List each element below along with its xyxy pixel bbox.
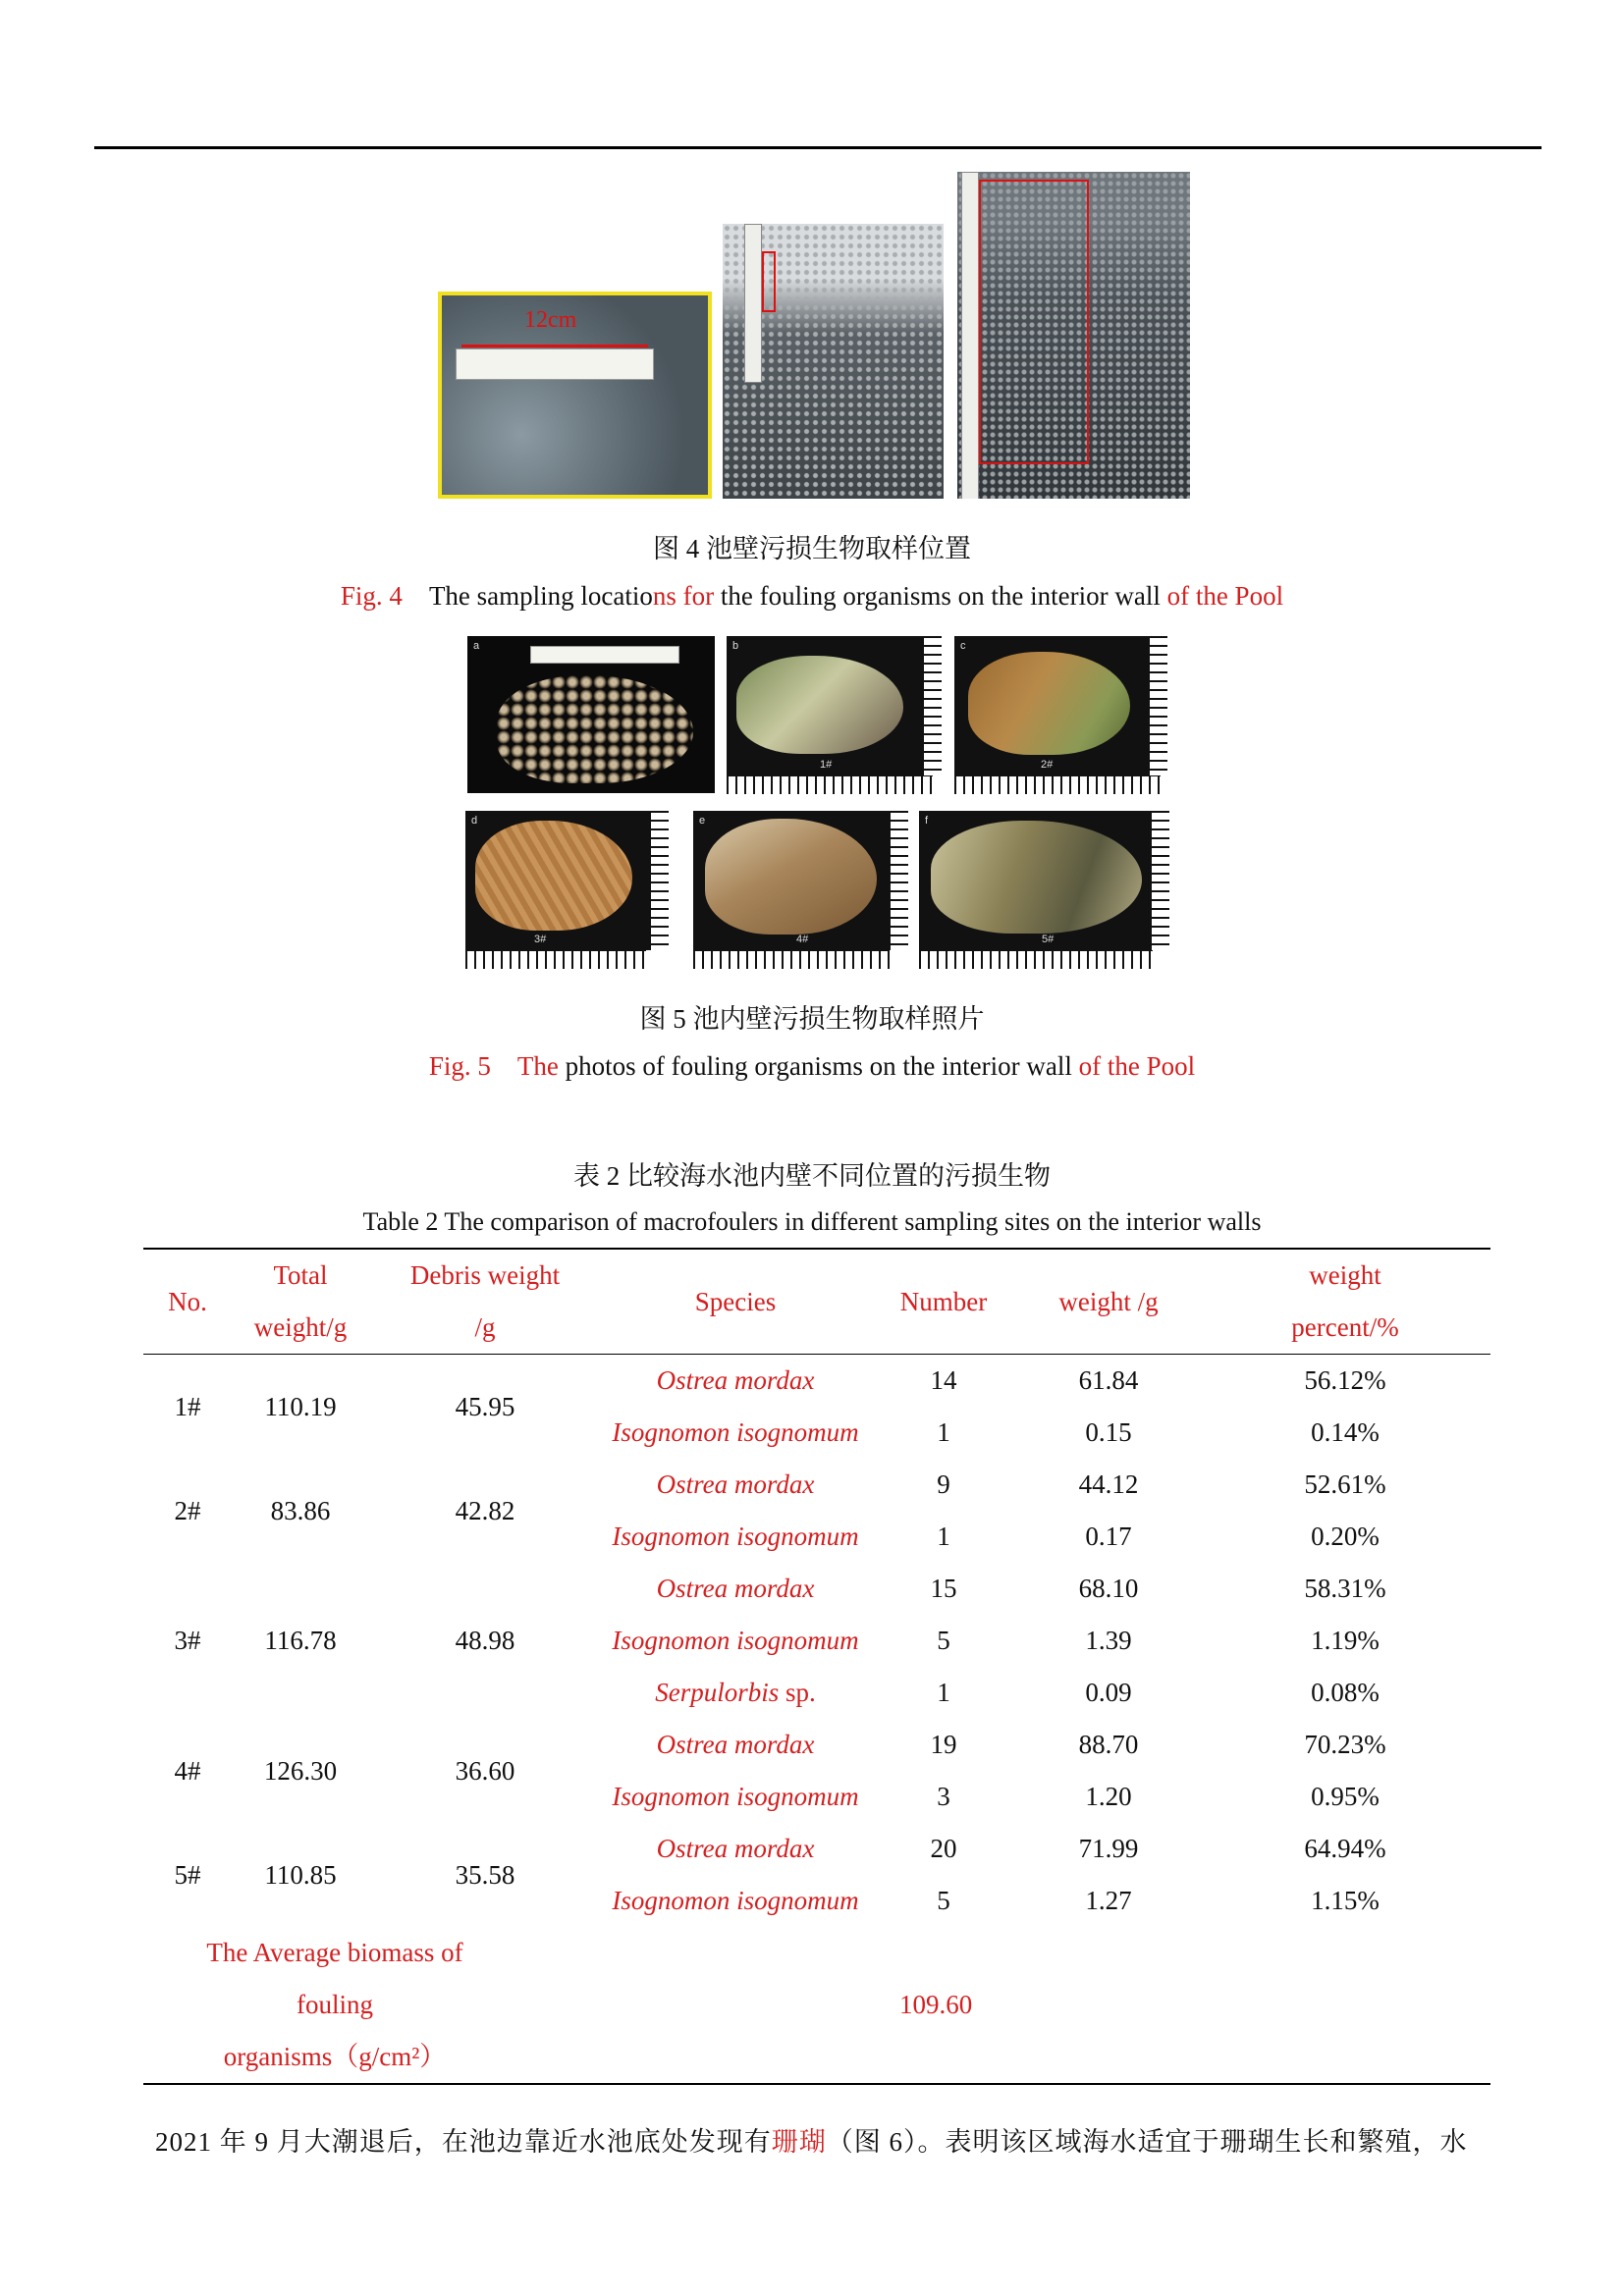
- fig4-caption-en: [0, 581, 1624, 612]
- cell-number: 3: [937, 1782, 950, 1811]
- header-debris-line1: Debris weight: [409, 1260, 561, 1290]
- table-row: [143, 1563, 1490, 1615]
- panel-tag: f: [925, 815, 929, 827]
- cell-weight: 44.12: [1078, 1469, 1139, 1499]
- fig4-photo-ruler: [438, 292, 712, 499]
- cell-no: 2#: [174, 1495, 201, 1525]
- cell-debris: 35.58: [455, 1859, 515, 1890]
- cell-species: Ostrea mordax: [656, 1730, 815, 1759]
- table-row: [143, 1459, 1490, 1511]
- fig5-panel-d: [465, 811, 652, 950]
- cell-number: 19: [930, 1730, 957, 1759]
- tape-measure: [530, 646, 679, 664]
- fig5-panel-e: [693, 811, 890, 950]
- cell-total: 110.19: [264, 1391, 337, 1421]
- fig5-panel-c: [954, 636, 1151, 775]
- oyster-shell: [931, 821, 1142, 934]
- cell-percent: 0.20%: [1311, 1522, 1380, 1551]
- paragraph-highlight: 珊瑚: [771, 2127, 827, 2157]
- header-weight: weight /g: [1058, 1286, 1159, 1316]
- cell-weight: 1.20: [1085, 1782, 1132, 1811]
- cell-species: Isognomon isognomum: [612, 1417, 859, 1447]
- cell-debris: 45.95: [455, 1391, 515, 1421]
- fig5-caption-part-red: The: [516, 1051, 559, 1081]
- table2-caption-cn: 表 2 比较海水池内壁不同位置的污损生物: [573, 1161, 1051, 1191]
- fig5-caption-part: photos of fouling organisms on the interior wall: [558, 1051, 1079, 1081]
- sample-box: [979, 180, 1089, 464]
- cell-number: 1: [937, 1522, 950, 1551]
- cell-percent: 70.23%: [1304, 1730, 1386, 1759]
- specimen-label: 5#: [1042, 934, 1055, 945]
- cell-no: 4#: [174, 1755, 201, 1786]
- table-row: [143, 1719, 1490, 1771]
- body-paragraph: [155, 2120, 1549, 2159]
- table2-grid: [143, 1248, 1490, 2085]
- oyster-shell: [475, 821, 632, 931]
- fig5-panel-f: [919, 811, 1153, 950]
- cell-number: 5: [937, 1886, 950, 1915]
- panel-tag: d: [471, 815, 478, 827]
- cell-weight: 71.99: [1078, 1834, 1139, 1863]
- cell-species: Isognomon isognomum: [612, 1886, 859, 1915]
- cell-number: 15: [930, 1574, 957, 1603]
- vertical-ruler: [961, 172, 979, 499]
- header-total-line1: Total: [273, 1260, 328, 1290]
- specimen-label: 4#: [796, 934, 809, 945]
- cell-species: Ostrea mordax: [656, 1574, 815, 1603]
- fig4-photo-wall-tall: [957, 172, 1190, 499]
- scale-bar: [890, 811, 908, 950]
- fig5-caption-cn: 图 5 池内壁污损生物取样照片: [639, 1004, 985, 1034]
- cell-number: 9: [937, 1469, 950, 1499]
- table-header-row: [143, 1249, 1490, 1355]
- fig4-label: Fig. 4: [340, 581, 403, 611]
- cell-weight: 0.15: [1085, 1417, 1132, 1447]
- cell-total: 83.86: [270, 1495, 331, 1525]
- scale-bar: [1149, 636, 1167, 775]
- scale-bar: [693, 950, 890, 969]
- panel-tag: e: [699, 815, 706, 827]
- cell-empty: [1200, 1927, 1490, 2084]
- header-debris: [369, 1249, 601, 1355]
- cell-percent: 58.31%: [1304, 1574, 1386, 1603]
- cell-percent: 64.94%: [1304, 1834, 1386, 1863]
- measure-line: [461, 345, 648, 347]
- fig5-label: Fig. 5: [428, 1051, 491, 1081]
- cell-species: [601, 1667, 870, 1719]
- fig4-caption-part: the fouling organisms on the interior wall: [714, 581, 1167, 611]
- fig4-caption-part-red: of the Pool: [1166, 581, 1284, 611]
- cell-weight: 1.27: [1085, 1886, 1132, 1915]
- panel-tag: b: [732, 640, 739, 652]
- fig4-measure-label: 12cm: [524, 307, 577, 333]
- table2: [143, 1248, 1490, 2085]
- panel-tag: c: [960, 640, 966, 652]
- fig5-caption-part-red: of the Pool: [1078, 1051, 1196, 1081]
- cell-average-label: [143, 1927, 870, 2084]
- scale-bar: [923, 636, 942, 775]
- cell-no: 1#: [174, 1391, 201, 1421]
- cell-total: 110.85: [264, 1859, 337, 1890]
- header-percent-line2: percent/%: [1291, 1312, 1399, 1342]
- fig5-panel-a: [467, 636, 715, 793]
- header-total: [232, 1249, 369, 1355]
- sample-box: [762, 251, 776, 312]
- header-rule: [94, 146, 1542, 149]
- fig4-caption-part: The sampling locatio: [428, 581, 653, 611]
- paragraph-text: 2021 年 9 月大潮退后，在池边靠近水池底处发现有: [155, 2127, 772, 2157]
- species-suffix: sp.: [779, 1678, 816, 1707]
- cell-no: 5#: [174, 1859, 201, 1890]
- cell-species: Isognomon isognomum: [612, 1522, 859, 1551]
- fig5-caption-en: [0, 1051, 1624, 1082]
- scale-bar: [919, 950, 1153, 969]
- header-percent: [1200, 1249, 1490, 1355]
- cell-number: 1: [937, 1417, 950, 1447]
- fig4-photo-wall-mid: [723, 224, 944, 499]
- cell-weight: 68.10: [1078, 1574, 1139, 1603]
- scale-bar: [1151, 811, 1169, 950]
- cell-debris: 48.98: [455, 1626, 515, 1655]
- table-row: [143, 1823, 1490, 1875]
- cell-percent: 0.14%: [1311, 1417, 1380, 1447]
- average-label-line1: The Average biomass of fouling: [206, 1938, 463, 2019]
- cell-species: Ostrea mordax: [656, 1834, 815, 1863]
- oyster-shell: [705, 819, 877, 934]
- species-genus: Serpulorbis: [655, 1678, 780, 1707]
- oyster-shell: [736, 656, 903, 754]
- header-species: Species: [694, 1286, 777, 1316]
- cell-total: 116.78: [264, 1626, 337, 1655]
- fig4-caption-part-red: ns for: [652, 581, 715, 611]
- cell-number: 1: [937, 1678, 950, 1707]
- specimen-label: 1#: [820, 759, 833, 771]
- cell-debris: 36.60: [455, 1755, 515, 1786]
- cell-percent: 0.08%: [1311, 1678, 1380, 1707]
- cell-species: Isognomon isognomum: [612, 1782, 859, 1811]
- specimen-label: 3#: [534, 934, 547, 945]
- cell-weight: 61.84: [1078, 1365, 1139, 1395]
- header-no: No.: [168, 1286, 207, 1316]
- scale-bar: [650, 811, 669, 950]
- panel-tag: a: [473, 640, 480, 652]
- tape-measure: [456, 348, 654, 380]
- vertical-ruler: [744, 224, 762, 383]
- oyster-shell: [968, 652, 1130, 755]
- cell-percent: 0.95%: [1311, 1782, 1380, 1811]
- header-total-line2: weight/g: [253, 1312, 348, 1342]
- scale-bar: [954, 775, 1161, 794]
- cell-no: 3#: [174, 1626, 201, 1655]
- table-body: [143, 1355, 1490, 2085]
- header-percent-line1: weight: [1309, 1260, 1381, 1290]
- cell-species: Isognomon isognomum: [612, 1626, 859, 1655]
- cell-number: 20: [930, 1834, 957, 1863]
- cell-percent: 1.15%: [1311, 1886, 1380, 1915]
- debris-pile: [497, 675, 693, 783]
- average-label-line2: organisms（g/cm²）: [223, 2042, 447, 2071]
- scale-bar: [727, 775, 933, 794]
- specimen-label: 2#: [1041, 759, 1054, 771]
- cell-percent: 56.12%: [1304, 1365, 1386, 1395]
- cell-weight: 0.17: [1085, 1522, 1132, 1551]
- cell-debris: 42.82: [455, 1495, 515, 1525]
- cell-species: Ostrea mordax: [656, 1365, 815, 1395]
- cell-number: 14: [930, 1365, 957, 1395]
- table2-caption-en: Table 2 The comparison of macrofoulers in different sampling sites on the interior walls: [362, 1207, 1262, 1236]
- cell-percent: 1.19%: [1311, 1626, 1380, 1655]
- cell-species: Ostrea mordax: [656, 1469, 815, 1499]
- cell-percent: 52.61%: [1304, 1469, 1386, 1499]
- table-row: [143, 1355, 1490, 1408]
- fig5-panel-b: [727, 636, 933, 775]
- header-debris-line2: /g: [474, 1312, 496, 1342]
- cell-average-value: 109.60: [899, 1990, 973, 2019]
- cell-total: 126.30: [263, 1755, 338, 1786]
- fig4-caption-cn: 图 4 池壁污损生物取样位置: [653, 534, 971, 563]
- table-average-row: [143, 1927, 1490, 2084]
- cell-weight: 1.39: [1085, 1626, 1132, 1655]
- header-number: Number: [899, 1286, 988, 1316]
- scale-bar: [465, 950, 646, 969]
- cell-weight: 88.70: [1078, 1730, 1139, 1759]
- cell-number: 5: [937, 1626, 950, 1655]
- cell-weight: 0.09: [1085, 1678, 1132, 1707]
- paragraph-text: （图 6）。表明该区域海水适宜于珊瑚生长和繁殖，水: [826, 2127, 1468, 2157]
